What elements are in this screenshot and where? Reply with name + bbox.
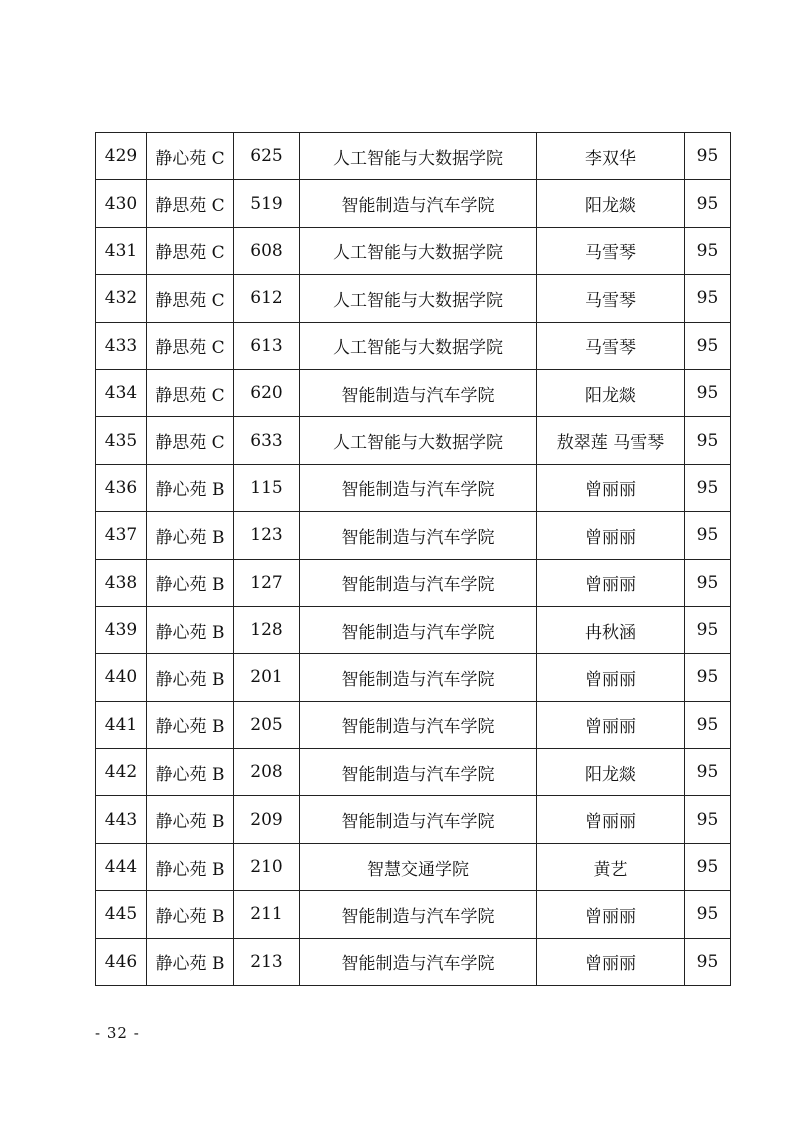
cell-score: 95 <box>685 417 731 464</box>
cell-index: 432 <box>96 275 147 322</box>
cell-index: 435 <box>96 417 147 464</box>
cell-room: 210 <box>234 843 300 890</box>
table-row <box>96 322 731 369</box>
table-row <box>96 180 731 227</box>
cell-college: 人工智能与大数据学院 <box>300 133 537 180</box>
cell-building: 静思苑 C <box>147 417 234 464</box>
table-row <box>96 796 731 843</box>
table-row <box>96 133 731 180</box>
cell-counselor: 黄艺 <box>537 843 685 890</box>
table-row <box>96 464 731 511</box>
cell-room: 625 <box>234 133 300 180</box>
cell-score: 95 <box>685 133 731 180</box>
cell-building: 静思苑 C <box>147 227 234 274</box>
cell-index: 443 <box>96 796 147 843</box>
cell-score: 95 <box>685 701 731 748</box>
table-row <box>96 701 731 748</box>
cell-room: 208 <box>234 749 300 796</box>
cell-college: 智能制造与汽车学院 <box>300 891 537 938</box>
cell-index: 433 <box>96 322 147 369</box>
cell-score: 95 <box>685 796 731 843</box>
cell-counselor: 曾丽丽 <box>537 796 685 843</box>
cell-building: 静心苑 B <box>147 606 234 653</box>
cell-room: 128 <box>234 606 300 653</box>
cell-counselor: 冉秋涵 <box>537 606 685 653</box>
cell-college: 人工智能与大数据学院 <box>300 322 537 369</box>
table-row <box>96 512 731 559</box>
table-row <box>96 891 731 938</box>
cell-counselor: 马雪琴 <box>537 227 685 274</box>
cell-room: 123 <box>234 512 300 559</box>
cell-building: 静心苑 B <box>147 559 234 606</box>
cell-building: 静心苑 B <box>147 464 234 511</box>
cell-counselor: 曾丽丽 <box>537 559 685 606</box>
cell-counselor: 马雪琴 <box>537 322 685 369</box>
cell-room: 519 <box>234 180 300 227</box>
cell-index: 442 <box>96 749 147 796</box>
cell-counselor: 曾丽丽 <box>537 938 685 985</box>
cell-score: 95 <box>685 369 731 416</box>
cell-score: 95 <box>685 227 731 274</box>
cell-score: 95 <box>685 749 731 796</box>
cell-building: 静思苑 C <box>147 369 234 416</box>
cell-college: 智能制造与汽车学院 <box>300 559 537 606</box>
cell-college: 智能制造与汽车学院 <box>300 938 537 985</box>
table-row <box>96 938 731 985</box>
cell-college: 人工智能与大数据学院 <box>300 275 537 322</box>
cell-building: 静心苑 B <box>147 749 234 796</box>
cell-room: 620 <box>234 369 300 416</box>
cell-index: 444 <box>96 843 147 890</box>
cell-counselor: 曾丽丽 <box>537 701 685 748</box>
table-row <box>96 227 731 274</box>
cell-score: 95 <box>685 938 731 985</box>
cell-index: 434 <box>96 369 147 416</box>
table-row <box>96 559 731 606</box>
cell-index: 445 <box>96 891 147 938</box>
cell-score: 95 <box>685 654 731 701</box>
table-row <box>96 606 731 653</box>
cell-college: 智能制造与汽车学院 <box>300 369 537 416</box>
cell-college: 智能制造与汽车学院 <box>300 180 537 227</box>
cell-score: 95 <box>685 559 731 606</box>
cell-building: 静思苑 C <box>147 322 234 369</box>
cell-building: 静心苑 B <box>147 512 234 559</box>
cell-college: 智能制造与汽车学院 <box>300 464 537 511</box>
cell-counselor: 曾丽丽 <box>537 464 685 511</box>
cell-counselor: 阳龙燚 <box>537 369 685 416</box>
cell-score: 95 <box>685 843 731 890</box>
cell-counselor: 李双华 <box>537 133 685 180</box>
cell-building: 静心苑 C <box>147 133 234 180</box>
table-row <box>96 843 731 890</box>
cell-index: 439 <box>96 606 147 653</box>
table-body <box>96 133 731 986</box>
cell-index: 429 <box>96 133 147 180</box>
cell-college: 人工智能与大数据学院 <box>300 227 537 274</box>
cell-counselor: 马雪琴 <box>537 275 685 322</box>
cell-room: 211 <box>234 891 300 938</box>
table-row <box>96 275 731 322</box>
table-row <box>96 369 731 416</box>
cell-counselor: 曾丽丽 <box>537 654 685 701</box>
cell-building: 静心苑 B <box>147 938 234 985</box>
cell-college: 人工智能与大数据学院 <box>300 417 537 464</box>
cell-building: 静心苑 B <box>147 654 234 701</box>
cell-room: 213 <box>234 938 300 985</box>
cell-score: 95 <box>685 275 731 322</box>
cell-college: 智能制造与汽车学院 <box>300 749 537 796</box>
cell-index: 438 <box>96 559 147 606</box>
table-row <box>96 749 731 796</box>
cell-index: 437 <box>96 512 147 559</box>
cell-score: 95 <box>685 322 731 369</box>
cell-index: 436 <box>96 464 147 511</box>
cell-college: 智慧交通学院 <box>300 843 537 890</box>
cell-score: 95 <box>685 606 731 653</box>
cell-building: 静心苑 B <box>147 891 234 938</box>
cell-score: 95 <box>685 464 731 511</box>
cell-room: 115 <box>234 464 300 511</box>
dormitory-score-table <box>95 132 731 986</box>
cell-college: 智能制造与汽车学院 <box>300 512 537 559</box>
cell-index: 441 <box>96 701 147 748</box>
cell-counselor: 曾丽丽 <box>537 512 685 559</box>
cell-building: 静心苑 B <box>147 701 234 748</box>
cell-college: 智能制造与汽车学院 <box>300 606 537 653</box>
cell-index: 446 <box>96 938 147 985</box>
cell-score: 95 <box>685 180 731 227</box>
cell-counselor: 敖翠莲 马雪琴 <box>537 417 685 464</box>
cell-score: 95 <box>685 512 731 559</box>
cell-college: 智能制造与汽车学院 <box>300 701 537 748</box>
cell-score: 95 <box>685 891 731 938</box>
cell-counselor: 阳龙燚 <box>537 180 685 227</box>
cell-building: 静心苑 B <box>147 796 234 843</box>
cell-index: 440 <box>96 654 147 701</box>
cell-college: 智能制造与汽车学院 <box>300 654 537 701</box>
cell-room: 608 <box>234 227 300 274</box>
cell-building: 静思苑 C <box>147 180 234 227</box>
cell-room: 205 <box>234 701 300 748</box>
cell-room: 613 <box>234 322 300 369</box>
cell-room: 633 <box>234 417 300 464</box>
page-number: - 32 - <box>95 1024 140 1042</box>
cell-room: 612 <box>234 275 300 322</box>
cell-room: 127 <box>234 559 300 606</box>
cell-college: 智能制造与汽车学院 <box>300 796 537 843</box>
cell-room: 201 <box>234 654 300 701</box>
cell-index: 431 <box>96 227 147 274</box>
table-row <box>96 654 731 701</box>
cell-counselor: 曾丽丽 <box>537 891 685 938</box>
cell-building: 静思苑 C <box>147 275 234 322</box>
cell-counselor: 阳龙燚 <box>537 749 685 796</box>
cell-building: 静心苑 B <box>147 843 234 890</box>
cell-room: 209 <box>234 796 300 843</box>
cell-index: 430 <box>96 180 147 227</box>
table-row <box>96 417 731 464</box>
